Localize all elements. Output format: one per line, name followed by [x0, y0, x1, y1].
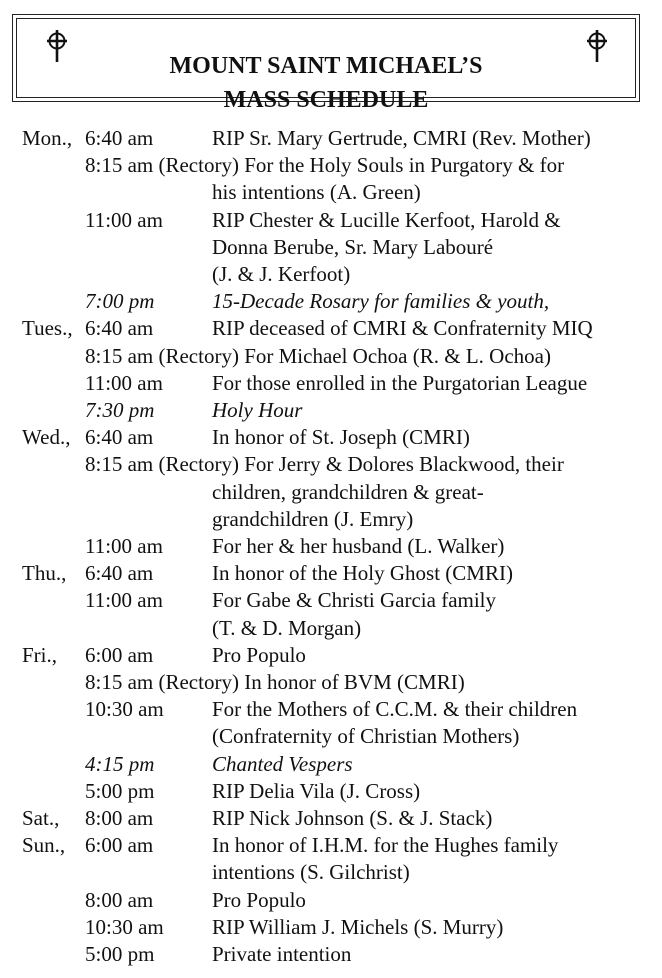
entry-time: 5:00 pm [85, 778, 155, 803]
entry-intention: grandchildren (J. Emry) [212, 506, 414, 531]
entry-intention: For the Mothers of C.C.M. & their children [212, 697, 578, 722]
entry-intention: RIP Delia Vila (J. Cross) [212, 778, 421, 803]
entry-intention: In honor of I.H.M. for the Hughes family [212, 833, 559, 858]
entry-day: Thu., [22, 561, 67, 586]
entry-time: 8:00 am [85, 887, 154, 912]
entry-intention: RIP William J. Michels (S. Murry) [212, 914, 504, 939]
entry-time: 11:00 am [85, 588, 163, 613]
entry-intention: In honor of St. Joseph (CMRI) [212, 425, 470, 450]
entry-intention: children, grandchildren & great- [212, 479, 484, 504]
entry-intention: (J. & J. Kerfoot) [212, 262, 351, 286]
entry-intention: RIP Nick Johnson (S. & J. Stack) [212, 806, 493, 830]
entry-time: 8:15 am (Rectory) For Michael Ochoa (R. & L. Ochoa) [85, 343, 551, 368]
entry-time: 7:00 pm [85, 289, 155, 314]
entry-day: Fri., [22, 642, 58, 667]
entry-day: Mon., [22, 126, 73, 150]
entry-intention: Holy Hour [212, 398, 303, 422]
entry-time: 6:40 am [85, 561, 154, 586]
entry-time: 8:15 am (Rectory) In honor of BVM (CMRI) [85, 670, 465, 694]
entry-time: 10:30 am [85, 697, 164, 722]
entry-time: 8:15 am (Rectory) For Jerry & Dolores Blackwood, their [85, 452, 564, 477]
entry-day: Sat., [22, 806, 60, 830]
entry-intention: Donna Berube, Sr. Mary Labouré [212, 234, 494, 259]
entry-time: 10:30 am [85, 914, 164, 939]
page-title: MOUNT SAINT MICHAEL’S [169, 53, 483, 79]
entry-time: 6:40 am [85, 316, 154, 341]
entry-time: 6:00 am [85, 642, 154, 667]
entry-time: 4:15 pm [85, 751, 155, 776]
entry-time: 7:30 pm [85, 398, 155, 422]
page-subtitle: MASS SCHEDULE [223, 87, 429, 113]
entry-day: Tues., [22, 316, 73, 341]
entry-time: 6:40 am [85, 126, 154, 150]
entry-intention: For those enrolled in the Purgatorian League [212, 370, 588, 395]
entry-time: 8:15 am (Rectory) For the Holy Souls in Purgatory & for [85, 153, 565, 178]
entry-intention: intentions (S. Gilchrist) [212, 860, 410, 885]
entry-intention: (Confraternity of Christian Mothers) [212, 724, 520, 749]
entry-time: 11:00 am [85, 534, 163, 558]
entry-time: 5:00 pm [85, 942, 155, 966]
entry-intention: Pro Populo [212, 887, 306, 912]
entry-intention: In honor of the Holy Ghost (CMRI) [212, 561, 513, 586]
entry-intention: For her & her husband (L. Walker) [212, 534, 505, 558]
entry-intention: For Gabe & Christi Garcia family [212, 588, 497, 613]
entry-time: 11:00 am [85, 207, 163, 232]
entry-time: 6:00 am [85, 833, 154, 858]
entry-intention: Pro Populo [212, 642, 306, 667]
entry-intention: his intentions (A. Green) [212, 180, 421, 205]
entry-time: 8:00 am [85, 806, 154, 830]
entry-intention: Private intention [212, 942, 352, 966]
entry-intention: RIP Chester & Lucille Kerfoot, Harold & [212, 207, 561, 232]
entry-day: Sun., [22, 833, 66, 858]
header-box [12, 14, 640, 113]
entry-time: 6:40 am [85, 425, 154, 450]
entry-intention: (T. & D. Morgan) [212, 615, 362, 640]
entry-intention: RIP deceased of CMRI & Confraternity MIQ [212, 316, 593, 341]
entry-intention: RIP Sr. Mary Gertrude, CMRI (Rev. Mother) [212, 126, 591, 150]
entry-intention: 15-Decade Rosary for families & youth, [212, 289, 550, 314]
entry-time: 11:00 am [85, 370, 163, 395]
entry-day: Wed., [22, 425, 71, 450]
entry-intention: Chanted Vespers [212, 751, 353, 776]
